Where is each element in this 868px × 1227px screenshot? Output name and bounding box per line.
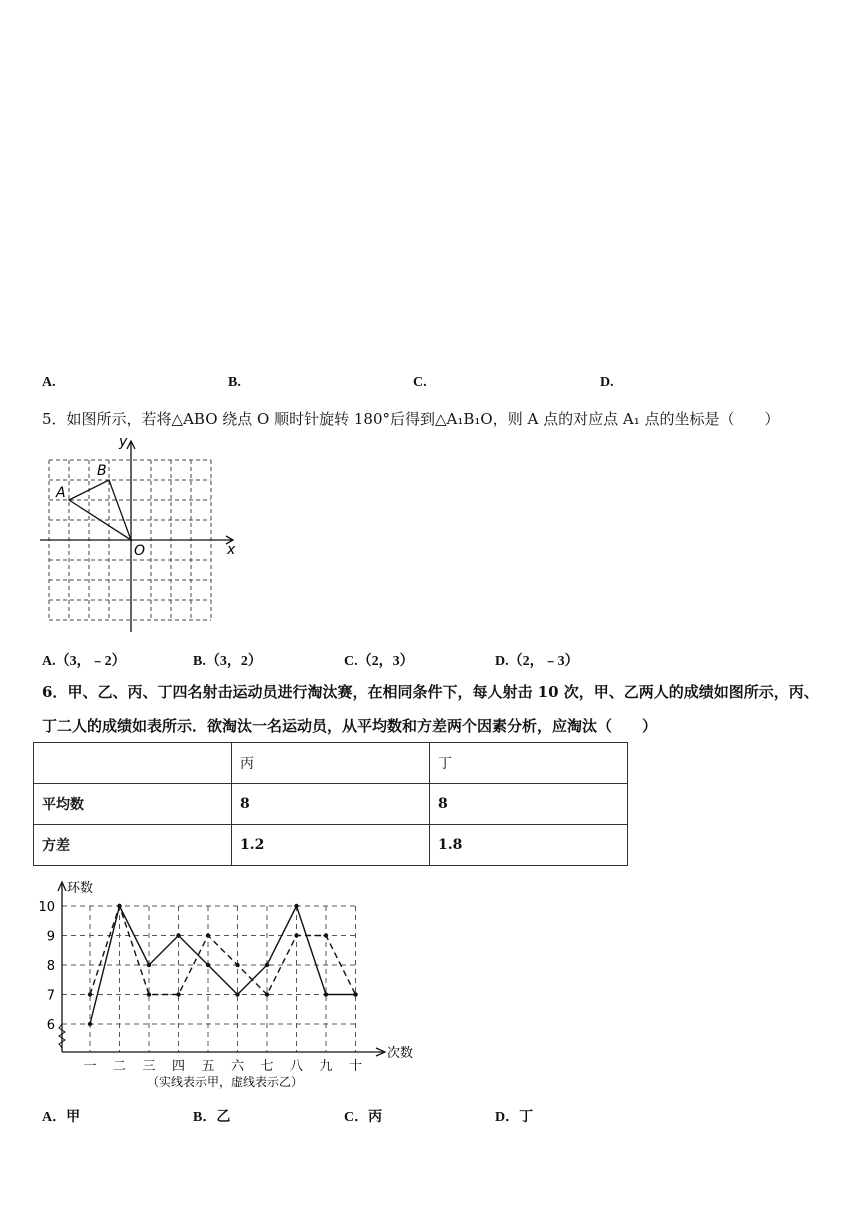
chart-axes — [58, 882, 385, 1056]
q6-stem-line2: 丁二人的成绩如表所示．欲淘汰一名运动员，从平均数和方差两个因素分析，应淘汰（ ） — [42, 717, 658, 735]
x-tick-label: 二 — [112, 1059, 127, 1074]
data-point-甲 — [206, 963, 210, 967]
table-cell: 8 — [232, 784, 430, 825]
q4-option-d: D. — [600, 375, 614, 390]
q6-option-d: D．丁 — [495, 1110, 534, 1125]
chart-grid — [62, 906, 356, 1052]
q6-stem-line1 — [42, 682, 819, 702]
q5-number: 5． — [42, 410, 67, 428]
data-point-乙 — [265, 992, 269, 996]
data-point-乙 — [324, 933, 328, 937]
data-point-甲 — [235, 992, 239, 996]
data-point-甲 — [147, 963, 151, 967]
q5-label-x: x — [227, 542, 236, 558]
data-point-乙 — [235, 963, 239, 967]
table-row — [34, 825, 628, 866]
q6-option-b: B．乙 — [193, 1110, 231, 1125]
q5-label-a: A — [56, 485, 66, 501]
data-point-乙 — [147, 992, 151, 996]
y-tick-label: 8 — [46, 959, 55, 974]
q5-figure — [36, 434, 242, 636]
table-header-cell: 丙 — [232, 743, 430, 784]
q5-option-d: D.（2，﹣3） — [495, 654, 579, 669]
table-header-cell: 丁 — [430, 743, 628, 784]
chart-caption: （实线表示甲，虚线表示乙） — [146, 1075, 304, 1089]
data-point-甲 — [88, 1022, 92, 1026]
series-line-乙 — [90, 906, 356, 995]
y-tick-label: 6 — [46, 1018, 55, 1033]
x-tick-label: 七 — [260, 1059, 274, 1074]
data-point-乙 — [353, 992, 357, 996]
q5-label-y: y — [119, 434, 128, 450]
q6-number: 6． — [42, 683, 68, 701]
data-point-乙 — [176, 992, 180, 996]
table-header-cell — [34, 743, 232, 784]
chart-ylabel: 环数 — [67, 881, 94, 896]
q6-option-a: A．甲 — [42, 1110, 81, 1125]
table-cell: 平均数 — [34, 784, 232, 825]
chart-xlabel: 次数 — [387, 1046, 414, 1061]
q5-stem — [42, 409, 779, 429]
x-tick-label: 四 — [171, 1059, 186, 1074]
table-cell: 方差 — [34, 825, 232, 866]
data-point-甲 — [265, 963, 269, 967]
q6-text-line1: 甲、乙、丙、丁四名射击运动员进行淘汰赛，在相同条件下，每人射击 10 次，甲、乙两人的成绩如图所示，丙、 — [67, 683, 819, 701]
table-cell: 1.8 — [430, 825, 628, 866]
data-point-乙 — [117, 904, 121, 908]
y-tick-label: 7 — [46, 988, 55, 1004]
data-point-甲 — [324, 992, 328, 996]
q4-option-b: B. — [228, 375, 241, 390]
table-row — [34, 784, 628, 825]
x-tick-label: 三 — [142, 1059, 156, 1074]
table-cell: 1.2 — [232, 825, 430, 866]
table-cell: 8 — [430, 784, 628, 825]
data-point-乙 — [294, 933, 298, 937]
table-header-row — [34, 743, 628, 784]
q5-option-c: C.（2，3） — [344, 654, 414, 669]
x-tick-label: 九 — [319, 1059, 333, 1074]
q5-label-b: B — [97, 463, 107, 479]
q6-option-c: C．丙 — [344, 1110, 383, 1125]
y-tick-label: 9 — [46, 929, 55, 945]
q5-text: 如图所示，若将△ABO 绕点 O 顺时针旋转 180°后得到△A₁B₁O，则 A 点的对应点 A₁ 点的坐标是（ ） — [66, 410, 780, 428]
data-point-甲 — [176, 933, 180, 937]
data-point-甲 — [294, 904, 298, 908]
x-tick-label: 十 — [348, 1059, 363, 1074]
q4-option-c: C. — [413, 375, 427, 390]
x-tick-label: 五 — [201, 1059, 215, 1074]
q5-label-o: O — [134, 543, 146, 559]
x-tick-label: 六 — [230, 1059, 245, 1074]
data-point-乙 — [206, 933, 210, 937]
q6-table — [33, 742, 628, 866]
x-tick-label: 一 — [83, 1059, 97, 1074]
x-tick-label: 八 — [289, 1059, 304, 1074]
q4-option-a: A. — [42, 375, 56, 390]
q5-option-b: B.（3，2） — [193, 654, 262, 669]
data-point-乙 — [88, 992, 92, 996]
q6-score-chart — [33, 874, 423, 1096]
q5-option-a: A.（3，﹣2） — [42, 654, 126, 669]
y-tick-label: 10 — [38, 900, 55, 915]
